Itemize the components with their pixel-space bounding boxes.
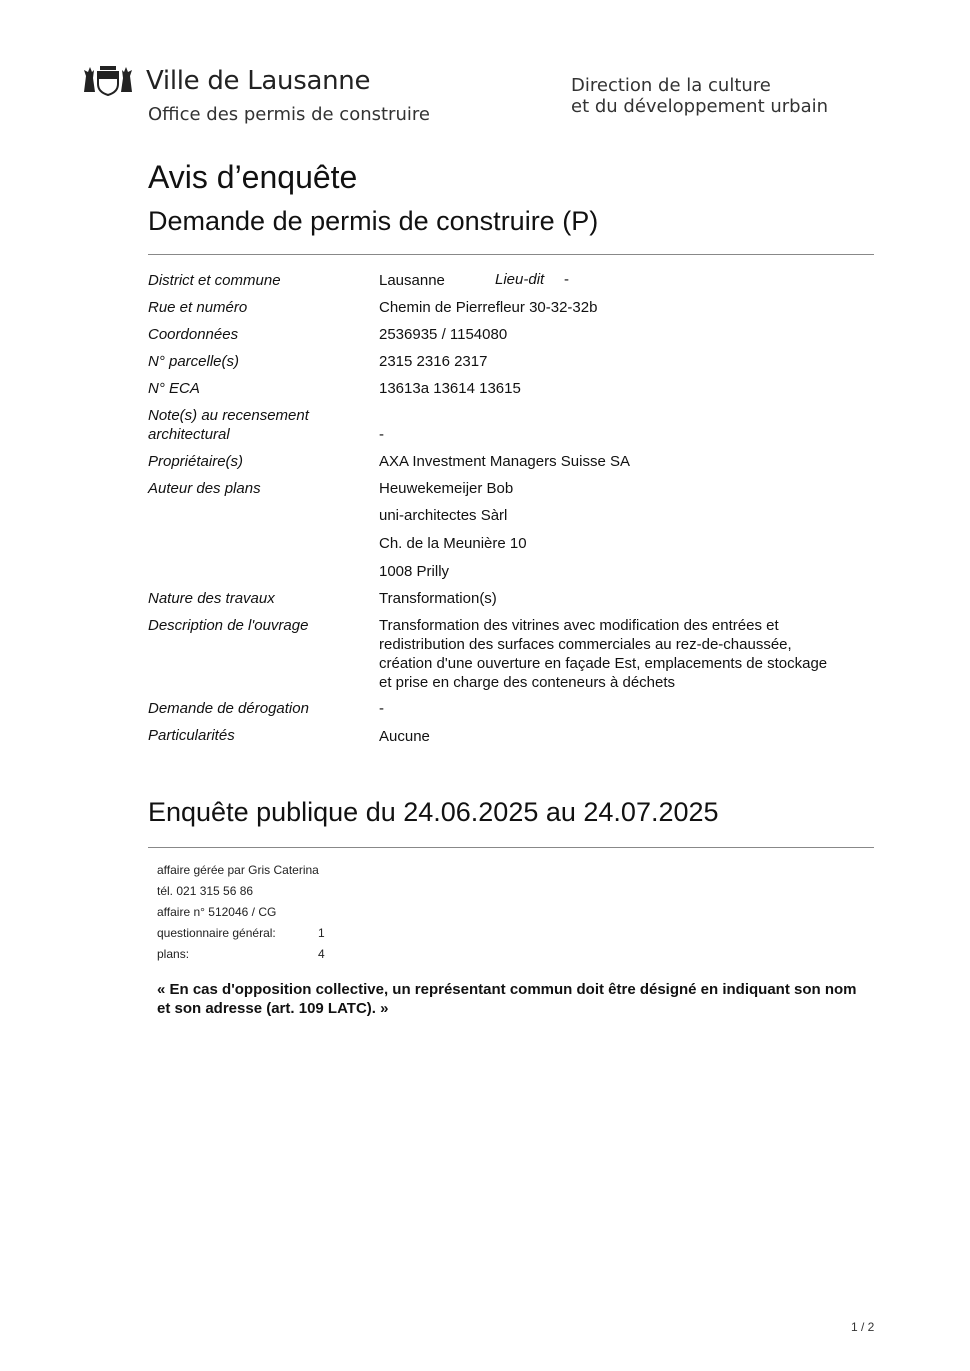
page-title: Avis d’enquête [148, 159, 358, 195]
eca-label: N° ECA [148, 380, 200, 397]
derogation-label: Demande de dérogation [148, 700, 309, 717]
description-line1: Transformation des vitrines avec modification des entrées et [379, 617, 779, 634]
parcel-label: N° parcelle(s) [148, 353, 240, 370]
street-label: Rue et numéro [148, 299, 248, 316]
divider [148, 254, 874, 255]
parcel-value: 2315 2316 2317 [379, 353, 488, 370]
author-line1: Heuwekemeijer Bob [379, 480, 514, 497]
description-label: Description de l'ouvrage [148, 617, 309, 634]
note-label-line1: Note(s) au recensement [148, 407, 309, 424]
managed-by: affaire gérée par Gris Caterina [157, 863, 319, 877]
particularities-value: Aucune [379, 728, 430, 745]
plans-label: plans: [157, 947, 190, 961]
description-line2: redistribution des surfaces commerciales au rez-de-chaussée, [379, 636, 792, 653]
note-value: - [379, 426, 384, 443]
plans-value: 4 [318, 947, 325, 961]
note-label-line2: architectural [148, 426, 230, 443]
district-value: Lausanne [379, 272, 445, 289]
description-line4: et prise en charge des conteneurs à déchets [379, 674, 676, 691]
questionnaire-label: questionnaire général: [157, 926, 276, 940]
divider [148, 847, 874, 848]
lausanne-coat-of-arms-logo [80, 62, 136, 96]
author-line3: Ch. de la Meunière 10 [379, 535, 527, 552]
author-line4: 1008 Prilly [379, 563, 450, 580]
district-label: District et commune [148, 272, 281, 289]
phone: tél. 021 315 56 86 [157, 884, 254, 898]
particularities-label: Particularités [148, 727, 235, 744]
coords-value: 2536935 / 1154080 [379, 326, 508, 343]
author-line2: uni-architectes Sàrl [379, 507, 508, 524]
page-number: 1 / 2 [851, 1320, 875, 1334]
coords-label: Coordonnées [148, 326, 239, 343]
owner-label: Propriétaire(s) [148, 453, 244, 470]
enquete-title: Enquête publique du 24.06.2025 au 24.07.2025 [148, 797, 719, 827]
lieudit-value: - [564, 271, 569, 288]
office-name: Office des permis de construire [148, 104, 430, 125]
derogation-value: - [379, 700, 384, 717]
owner-value: AXA Investment Managers Suisse SA [379, 453, 630, 470]
brand-name: Ville de Lausanne [146, 66, 371, 96]
case-number: affaire n° 512046 / CG [157, 905, 277, 919]
eca-value: 13613a 13614 13615 [379, 380, 521, 397]
street-value: Chemin de Pierrefleur 30-32-32b [379, 299, 598, 316]
nature-value: Transformation(s) [379, 590, 497, 607]
opposition-notice: « En cas d'opposition collective, un représentant commun doit être désigné en indiquant son nom et son adresse (art. 109 LATC). » [157, 981, 857, 1017]
direction-name: Direction de la culture et du développement urbain [571, 75, 829, 117]
page-subtitle: Demande de permis de construire (P) [148, 206, 599, 236]
lieudit-label: Lieu-dit [495, 271, 545, 288]
questionnaire-value: 1 [318, 926, 325, 940]
nature-label: Nature des travaux [148, 590, 275, 607]
author-label: Auteur des plans [148, 480, 261, 497]
description-line3: création d'une ouverture en façade Est, emplacements de stockage [379, 655, 828, 672]
